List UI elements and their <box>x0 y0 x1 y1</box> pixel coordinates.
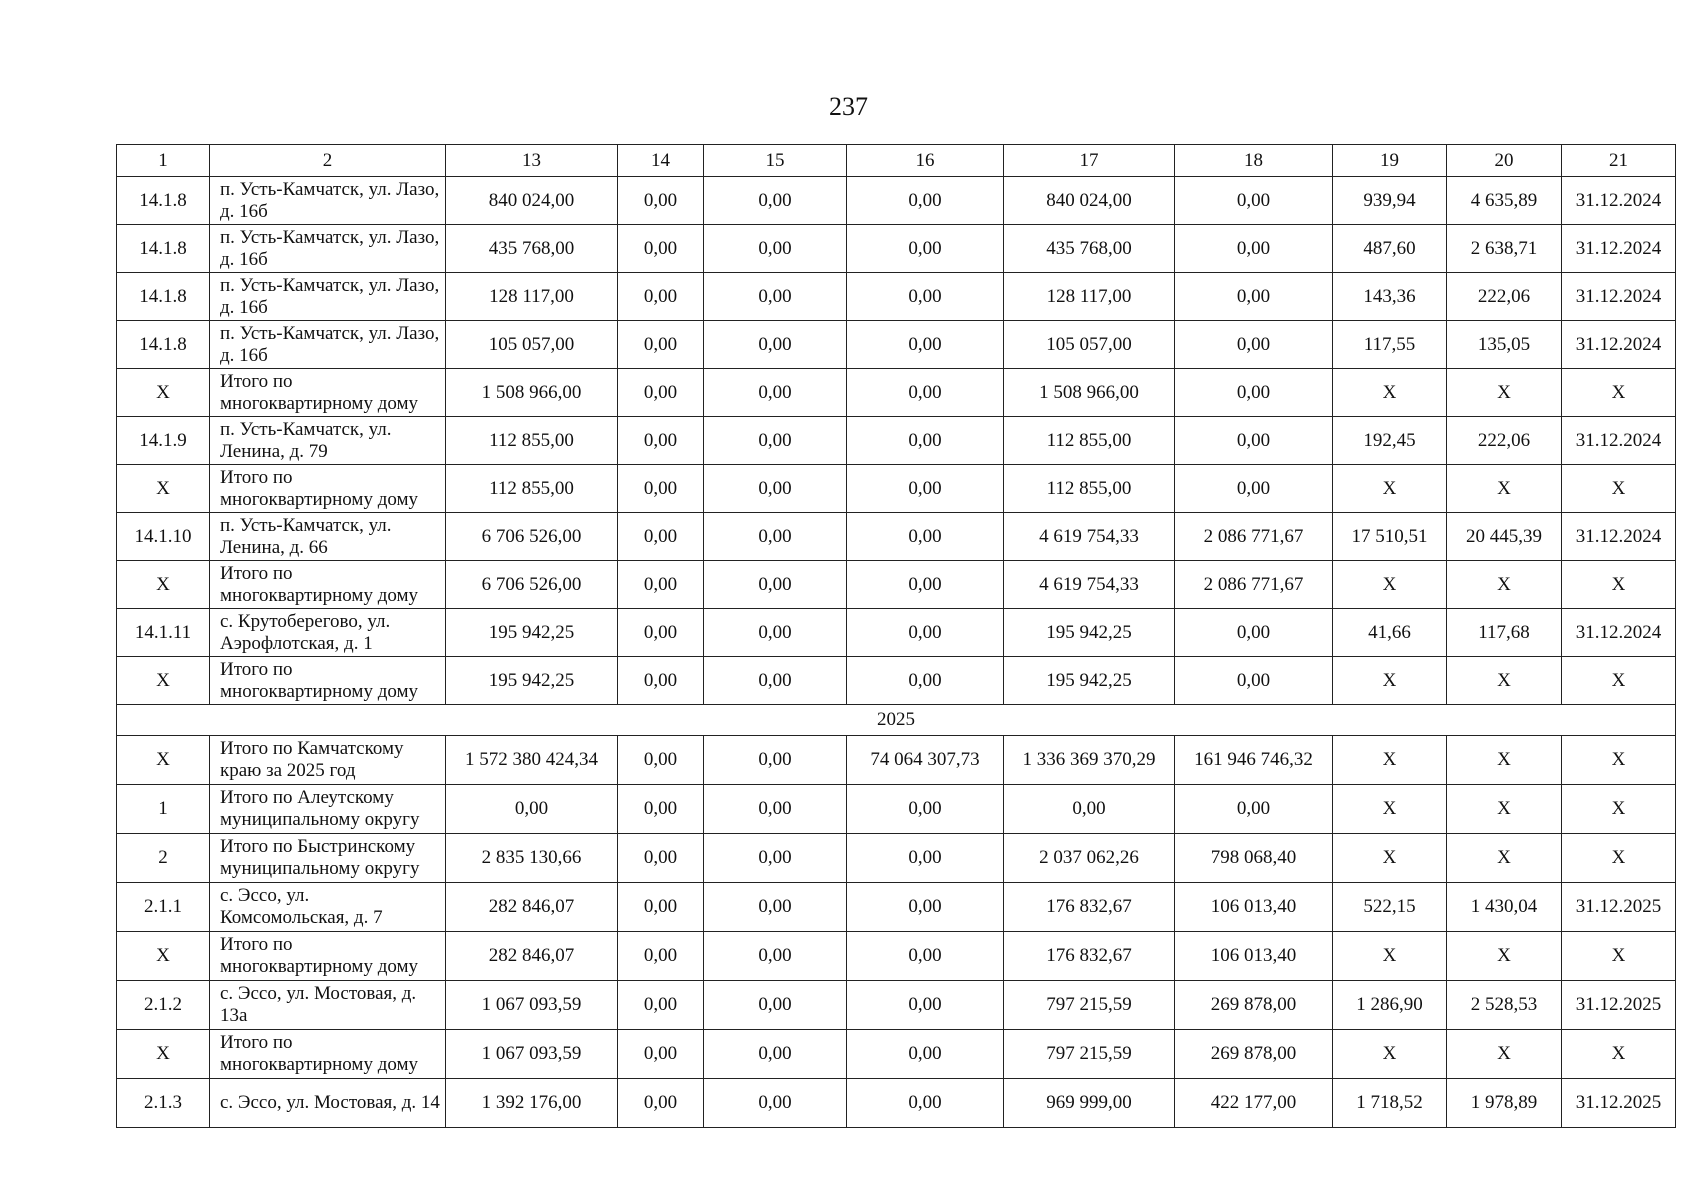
cell-row-number: 14.1.8 <box>117 273 210 321</box>
cell-cost-col-18: 2 086 771,67 <box>1175 561 1333 609</box>
table-row <box>117 1030 1676 1079</box>
cell-cost-col-18: 2 086 771,67 <box>1175 513 1333 561</box>
cell-cost-col-20: 20 445,39 <box>1447 513 1562 561</box>
cell-total-cost: 282 846,07 <box>446 932 618 981</box>
table-row <box>117 417 1676 465</box>
cell-cost-col-17: 435 768,00 <box>1004 225 1175 273</box>
table-row <box>117 1079 1676 1128</box>
cell-total-cost: 112 855,00 <box>446 465 618 513</box>
table-row <box>117 465 1676 513</box>
cell-cost-col-15: 0,00 <box>704 1030 847 1079</box>
cell-cost-col-18: 0,00 <box>1175 177 1333 225</box>
cell-cost-col-19: 522,15 <box>1333 883 1447 932</box>
cell-cost-col-15: 0,00 <box>704 513 847 561</box>
cell-address: Итого по Быстринскому муниципальному округу <box>210 834 446 883</box>
cell-cost-col-20: 4 635,89 <box>1447 177 1562 225</box>
cell-cost-col-15: 0,00 <box>704 736 847 785</box>
cell-cost-col-18: 269 878,00 <box>1175 1030 1333 1079</box>
cell-cost-col-16: 0,00 <box>847 561 1004 609</box>
cell-cost-col-19: 1 718,52 <box>1333 1079 1447 1128</box>
cell-cost-col-19: Х <box>1333 785 1447 834</box>
cell-cost-col-20: 222,06 <box>1447 273 1562 321</box>
column-header: 1 <box>117 145 210 177</box>
column-header: 15 <box>704 145 847 177</box>
cell-address: Итого по многоквартирному дому <box>210 561 446 609</box>
cell-cost-col-17: 797 215,59 <box>1004 1030 1175 1079</box>
cell-cost-col-19: 17 510,51 <box>1333 513 1447 561</box>
cell-cost-col-14: 0,00 <box>618 369 704 417</box>
cell-cost-col-18: 0,00 <box>1175 465 1333 513</box>
cell-address: с. Эссо, ул. Мостовая, д. 14 <box>210 1079 446 1128</box>
cell-cost-col-15: 0,00 <box>704 834 847 883</box>
cell-cost-col-15: 0,00 <box>704 785 847 834</box>
cell-total-cost: 6 706 526,00 <box>446 561 618 609</box>
cell-address: Итого по Камчатскому краю за 2025 год <box>210 736 446 785</box>
cell-cost-col-20: 2 638,71 <box>1447 225 1562 273</box>
cell-row-number: 2.1.3 <box>117 1079 210 1128</box>
cell-cost-col-19: Х <box>1333 834 1447 883</box>
cell-address: Итого по многоквартирному дому <box>210 932 446 981</box>
cell-completion-date: Х <box>1562 932 1676 981</box>
cell-cost-col-19: 143,36 <box>1333 273 1447 321</box>
cell-row-number: Х <box>117 369 210 417</box>
cell-cost-col-20: Х <box>1447 834 1562 883</box>
cell-cost-col-14: 0,00 <box>618 785 704 834</box>
cell-row-number: 2.1.1 <box>117 883 210 932</box>
cell-completion-date: 31.12.2024 <box>1562 273 1676 321</box>
table-row <box>117 834 1676 883</box>
cell-cost-col-17: 176 832,67 <box>1004 932 1175 981</box>
cell-cost-col-20: Х <box>1447 736 1562 785</box>
cell-cost-col-14: 0,00 <box>618 273 704 321</box>
cell-cost-col-18: 161 946 746,32 <box>1175 736 1333 785</box>
cell-cost-col-15: 0,00 <box>704 883 847 932</box>
cell-cost-col-15: 0,00 <box>704 1079 847 1128</box>
cell-cost-col-19: Х <box>1333 736 1447 785</box>
cell-cost-col-19: Х <box>1333 561 1447 609</box>
cell-total-cost: 840 024,00 <box>446 177 618 225</box>
column-header: 20 <box>1447 145 1562 177</box>
cell-total-cost: 1 572 380 424,34 <box>446 736 618 785</box>
cell-total-cost: 2 835 130,66 <box>446 834 618 883</box>
cell-row-number: 14.1.9 <box>117 417 210 465</box>
data-table <box>116 144 1676 1128</box>
cell-row-number: Х <box>117 736 210 785</box>
cell-cost-col-16: 0,00 <box>847 225 1004 273</box>
cell-cost-col-16: 0,00 <box>847 834 1004 883</box>
cell-cost-col-20: 222,06 <box>1447 417 1562 465</box>
cell-cost-col-17: 112 855,00 <box>1004 417 1175 465</box>
cell-address: Итого по многоквартирному дому <box>210 465 446 513</box>
cell-cost-col-19: Х <box>1333 369 1447 417</box>
cell-completion-date: 31.12.2024 <box>1562 417 1676 465</box>
cell-cost-col-15: 0,00 <box>704 273 847 321</box>
cell-cost-col-17: 176 832,67 <box>1004 883 1175 932</box>
cell-cost-col-18: 0,00 <box>1175 321 1333 369</box>
cell-cost-col-20: Х <box>1447 561 1562 609</box>
cell-cost-col-18: 106 013,40 <box>1175 883 1333 932</box>
cell-cost-col-17: 128 117,00 <box>1004 273 1175 321</box>
column-header: 13 <box>446 145 618 177</box>
cell-address: п. Усть-Камчатск, ул. Лазо, д. 16б <box>210 177 446 225</box>
cell-cost-col-20: 135,05 <box>1447 321 1562 369</box>
year-section-label: 2025 <box>117 705 1676 736</box>
cell-completion-date: Х <box>1562 736 1676 785</box>
cell-cost-col-17: 0,00 <box>1004 785 1175 834</box>
cell-cost-col-18: 798 068,40 <box>1175 834 1333 883</box>
cell-cost-col-14: 0,00 <box>618 513 704 561</box>
cell-cost-col-14: 0,00 <box>618 321 704 369</box>
cell-cost-col-14: 0,00 <box>618 465 704 513</box>
cell-cost-col-16: 0,00 <box>847 465 1004 513</box>
table-row <box>117 883 1676 932</box>
cell-total-cost: 195 942,25 <box>446 609 618 657</box>
cell-cost-col-14: 0,00 <box>618 932 704 981</box>
table-row <box>117 932 1676 981</box>
cell-cost-col-20: Х <box>1447 1030 1562 1079</box>
cell-cost-col-20: Х <box>1447 932 1562 981</box>
cell-row-number: 2.1.2 <box>117 981 210 1030</box>
cell-total-cost: 435 768,00 <box>446 225 618 273</box>
cell-total-cost: 0,00 <box>446 785 618 834</box>
cell-cost-col-17: 195 942,25 <box>1004 609 1175 657</box>
cell-completion-date: 31.12.2024 <box>1562 609 1676 657</box>
cell-address: п. Усть-Камчатск, ул. Ленина, д. 79 <box>210 417 446 465</box>
cell-cost-col-15: 0,00 <box>704 657 847 705</box>
cell-cost-col-15: 0,00 <box>704 465 847 513</box>
cell-cost-col-18: 422 177,00 <box>1175 1079 1333 1128</box>
table-row <box>117 981 1676 1030</box>
cell-cost-col-17: 969 999,00 <box>1004 1079 1175 1128</box>
cell-cost-col-19: 41,66 <box>1333 609 1447 657</box>
cell-cost-col-16: 0,00 <box>847 177 1004 225</box>
table-row <box>117 177 1676 225</box>
cell-cost-col-19: Х <box>1333 465 1447 513</box>
cell-total-cost: 1 067 093,59 <box>446 981 618 1030</box>
cell-cost-col-17: 1 336 369 370,29 <box>1004 736 1175 785</box>
cell-cost-col-16: 74 064 307,73 <box>847 736 1004 785</box>
cell-row-number: Х <box>117 465 210 513</box>
cell-cost-col-15: 0,00 <box>704 561 847 609</box>
cell-cost-col-20: 117,68 <box>1447 609 1562 657</box>
cell-cost-col-15: 0,00 <box>704 321 847 369</box>
cell-address: Итого по многоквартирному дому <box>210 1030 446 1079</box>
cell-completion-date: 31.12.2024 <box>1562 321 1676 369</box>
cell-cost-col-20: Х <box>1447 657 1562 705</box>
table-row <box>117 785 1676 834</box>
cell-cost-col-16: 0,00 <box>847 883 1004 932</box>
cell-total-cost: 1 067 093,59 <box>446 1030 618 1079</box>
cell-completion-date: Х <box>1562 1030 1676 1079</box>
cell-cost-col-15: 0,00 <box>704 417 847 465</box>
column-header: 17 <box>1004 145 1175 177</box>
cell-row-number: Х <box>117 1030 210 1079</box>
cell-completion-date: Х <box>1562 369 1676 417</box>
cell-cost-col-17: 1 508 966,00 <box>1004 369 1175 417</box>
cell-cost-col-19: Х <box>1333 932 1447 981</box>
cell-row-number: 14.1.8 <box>117 225 210 273</box>
table-row <box>117 657 1676 705</box>
cell-address: Итого по многоквартирному дому <box>210 657 446 705</box>
cell-cost-col-17: 195 942,25 <box>1004 657 1175 705</box>
page-number: 237 <box>829 92 868 121</box>
cell-cost-col-19: 117,55 <box>1333 321 1447 369</box>
cell-cost-col-16: 0,00 <box>847 273 1004 321</box>
cell-address: п. Усть-Камчатск, ул. Лазо, д. 16б <box>210 273 446 321</box>
cell-cost-col-14: 0,00 <box>618 561 704 609</box>
cell-cost-col-18: 0,00 <box>1175 417 1333 465</box>
column-header: 18 <box>1175 145 1333 177</box>
cell-row-number: 1 <box>117 785 210 834</box>
table-row <box>117 513 1676 561</box>
table-row <box>117 321 1676 369</box>
cell-address: Итого по Алеутскому муниципальному округу <box>210 785 446 834</box>
cell-cost-col-15: 0,00 <box>704 609 847 657</box>
cell-cost-col-19: 939,94 <box>1333 177 1447 225</box>
cell-address: п. Усть-Камчатск, ул. Лазо, д. 16б <box>210 225 446 273</box>
cell-completion-date: Х <box>1562 561 1676 609</box>
cell-cost-col-14: 0,00 <box>618 1079 704 1128</box>
cell-completion-date: Х <box>1562 834 1676 883</box>
cell-completion-date: 31.12.2025 <box>1562 981 1676 1030</box>
table-row <box>117 273 1676 321</box>
cell-row-number: 14.1.8 <box>117 177 210 225</box>
cell-total-cost: 195 942,25 <box>446 657 618 705</box>
cell-cost-col-19: 487,60 <box>1333 225 1447 273</box>
cell-address: с. Эссо, ул. Комсомольская, д. 7 <box>210 883 446 932</box>
cell-cost-col-19: 192,45 <box>1333 417 1447 465</box>
cell-cost-col-16: 0,00 <box>847 369 1004 417</box>
cell-cost-col-20: Х <box>1447 465 1562 513</box>
cell-cost-col-19: 1 286,90 <box>1333 981 1447 1030</box>
cell-cost-col-15: 0,00 <box>704 177 847 225</box>
cell-row-number: Х <box>117 932 210 981</box>
cell-cost-col-20: Х <box>1447 369 1562 417</box>
cell-address: с. Крутоберегово, ул. Аэрофлотская, д. 1 <box>210 609 446 657</box>
cell-total-cost: 112 855,00 <box>446 417 618 465</box>
cell-address: п. Усть-Камчатск, ул. Лазо, д. 16б <box>210 321 446 369</box>
cell-completion-date: Х <box>1562 785 1676 834</box>
cell-address: Итого по многоквартирному дому <box>210 369 446 417</box>
cell-cost-col-17: 797 215,59 <box>1004 981 1175 1030</box>
cell-cost-col-18: 106 013,40 <box>1175 932 1333 981</box>
cell-cost-col-19: Х <box>1333 1030 1447 1079</box>
column-header: 16 <box>847 145 1004 177</box>
cell-completion-date: Х <box>1562 657 1676 705</box>
cell-cost-col-18: 0,00 <box>1175 273 1333 321</box>
table-row <box>117 736 1676 785</box>
cell-cost-col-14: 0,00 <box>618 981 704 1030</box>
cell-total-cost: 282 846,07 <box>446 883 618 932</box>
cell-cost-col-15: 0,00 <box>704 981 847 1030</box>
cell-cost-col-16: 0,00 <box>847 609 1004 657</box>
cell-cost-col-14: 0,00 <box>618 1030 704 1079</box>
cell-completion-date: 31.12.2024 <box>1562 225 1676 273</box>
cell-cost-col-17: 4 619 754,33 <box>1004 561 1175 609</box>
table-row <box>117 561 1676 609</box>
cell-cost-col-20: 1 978,89 <box>1447 1079 1562 1128</box>
cell-cost-col-18: 0,00 <box>1175 609 1333 657</box>
cell-cost-col-20: 2 528,53 <box>1447 981 1562 1030</box>
cell-cost-col-16: 0,00 <box>847 1030 1004 1079</box>
cell-cost-col-17: 4 619 754,33 <box>1004 513 1175 561</box>
cell-cost-col-16: 0,00 <box>847 321 1004 369</box>
cell-cost-col-15: 0,00 <box>704 225 847 273</box>
column-header: 14 <box>618 145 704 177</box>
cell-cost-col-14: 0,00 <box>618 736 704 785</box>
cell-cost-col-14: 0,00 <box>618 657 704 705</box>
cell-completion-date: 31.12.2025 <box>1562 883 1676 932</box>
cell-cost-col-18: 0,00 <box>1175 225 1333 273</box>
cell-cost-col-17: 2 037 062,26 <box>1004 834 1175 883</box>
cell-cost-col-18: 0,00 <box>1175 785 1333 834</box>
cell-total-cost: 6 706 526,00 <box>446 513 618 561</box>
cell-cost-col-16: 0,00 <box>847 513 1004 561</box>
cell-cost-col-15: 0,00 <box>704 932 847 981</box>
cell-cost-col-14: 0,00 <box>618 417 704 465</box>
cell-cost-col-18: 0,00 <box>1175 657 1333 705</box>
cell-total-cost: 128 117,00 <box>446 273 618 321</box>
column-header-row <box>117 145 1676 177</box>
cell-cost-col-14: 0,00 <box>618 225 704 273</box>
cell-cost-col-16: 0,00 <box>847 1079 1004 1128</box>
cell-completion-date: 31.12.2025 <box>1562 1079 1676 1128</box>
cell-row-number: Х <box>117 561 210 609</box>
cell-total-cost: 105 057,00 <box>446 321 618 369</box>
cell-address: п. Усть-Камчатск, ул. Ленина, д. 66 <box>210 513 446 561</box>
table-row <box>117 369 1676 417</box>
year-section-row <box>117 705 1676 736</box>
cell-completion-date: Х <box>1562 465 1676 513</box>
cell-cost-col-20: 1 430,04 <box>1447 883 1562 932</box>
table-row <box>117 225 1676 273</box>
cell-cost-col-15: 0,00 <box>704 369 847 417</box>
cell-completion-date: 31.12.2024 <box>1562 177 1676 225</box>
cell-cost-col-16: 0,00 <box>847 932 1004 981</box>
cell-cost-col-18: 0,00 <box>1175 369 1333 417</box>
cell-total-cost: 1 508 966,00 <box>446 369 618 417</box>
cell-row-number: 2 <box>117 834 210 883</box>
cell-cost-col-14: 0,00 <box>618 883 704 932</box>
cell-cost-col-14: 0,00 <box>618 834 704 883</box>
cell-cost-col-16: 0,00 <box>847 785 1004 834</box>
cell-completion-date: 31.12.2024 <box>1562 513 1676 561</box>
column-header: 21 <box>1562 145 1676 177</box>
cell-row-number: 14.1.10 <box>117 513 210 561</box>
cell-cost-col-16: 0,00 <box>847 417 1004 465</box>
column-header: 2 <box>210 145 446 177</box>
table-body <box>117 145 1676 1128</box>
cell-cost-col-16: 0,00 <box>847 981 1004 1030</box>
table-row <box>117 609 1676 657</box>
cell-address: с. Эссо, ул. Мостовая, д. 13а <box>210 981 446 1030</box>
column-header: 19 <box>1333 145 1447 177</box>
cell-cost-col-17: 105 057,00 <box>1004 321 1175 369</box>
cell-row-number: 14.1.8 <box>117 321 210 369</box>
cell-total-cost: 1 392 176,00 <box>446 1079 618 1128</box>
cell-cost-col-20: Х <box>1447 785 1562 834</box>
cell-cost-col-17: 112 855,00 <box>1004 465 1175 513</box>
cell-row-number: Х <box>117 657 210 705</box>
cell-cost-col-17: 840 024,00 <box>1004 177 1175 225</box>
cell-row-number: 14.1.11 <box>117 609 210 657</box>
cell-cost-col-14: 0,00 <box>618 177 704 225</box>
cell-cost-col-19: Х <box>1333 657 1447 705</box>
cell-cost-col-16: 0,00 <box>847 657 1004 705</box>
cell-cost-col-14: 0,00 <box>618 609 704 657</box>
cell-cost-col-18: 269 878,00 <box>1175 981 1333 1030</box>
